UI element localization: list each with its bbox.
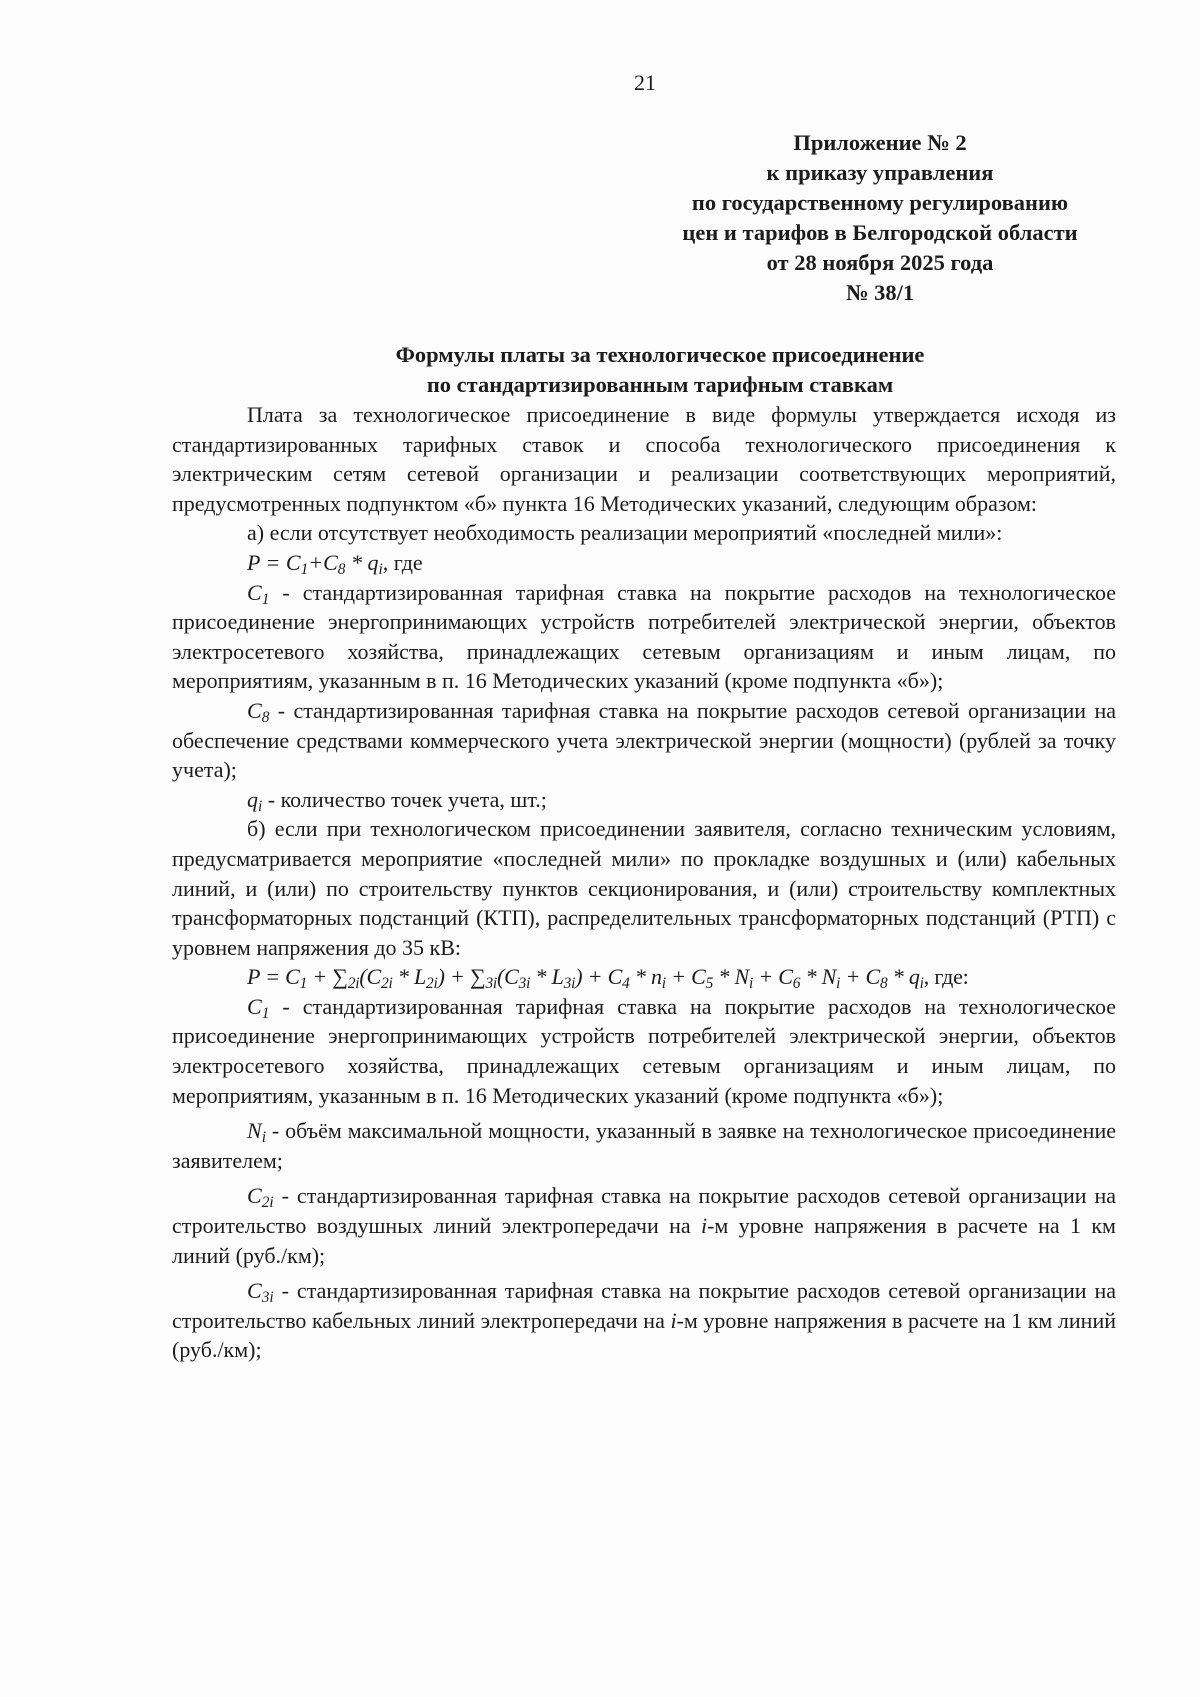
page-number: 21 (634, 70, 656, 95)
appendix-line-order: к приказу управления (766, 160, 994, 185)
ni-definition: $N_i$ - объём максимальной мощности, указанный в заявке на технологическое присоединение заявителем; (172, 1118, 1116, 1173)
intro-paragraph: Плата за технологическое присоединение в виде формулы утверждается исходя из стандартизированных тарифных ставок и способа технологического присоединения к электрическим сетям сетевой организации и реализации соответствующих мероприятий, предусмотренных подпунктом «б» пункта 16 Методических указаний, следующим образом: (172, 402, 1116, 516)
formula-b: $P = C_1 + \sum_{2i}(C_{2i} * L_{2i}) + \sum_{3i}(C_{3i} * L_{3i}) + C_4 * n_i + C_5 * N_i + C_6 * N_i + C_8 * q_i$, где: (247, 964, 969, 993)
case-a-paragraph: а) если отсутствует необходимость реализации мероприятий «последней мили»: (247, 520, 1003, 546)
c1-definition-b: $C_1$ - стандартизированная тарифная ставка на покрытие расходов на технологическое присоединение энергопринимающих устройств потребителей электрической энергии, объектов электросетевого хозяйства, принадлежащих сетевым организациям и иным лицам, по мероприятиям, указанным в п. 16 Методических указаний (кроме подпункта «б»); (172, 993, 1116, 1108)
document-body (172, 400, 1116, 1365)
appendix-header (620, 128, 1140, 308)
appendix-line-region: цен и тарифов в Белгородской области (682, 220, 1078, 245)
formula-a: $P = C_1+C_8 * q_i$, где (247, 549, 423, 578)
document-title-line-2: по стандартизированным тарифным ставкам (426, 372, 894, 397)
appendix-line-regulation: по государственному регулированию (691, 190, 1069, 215)
qi-definition: $q_i$ - количество точек учета, шт.; (247, 786, 547, 815)
appendix-line-number: Приложение № 2 (793, 130, 967, 155)
appendix-line-order-number: № 38/1 (845, 280, 915, 305)
c8-definition: $C_8$ - стандартизированная тарифная ставка на покрытие расходов сетевой организации на обеспечение средствами коммерческого учета электрической энергии (мощности) (рублей за точку учета); (172, 697, 1116, 783)
document-title (260, 340, 1060, 400)
appendix-line-date: от 28 ноября 2025 года (766, 250, 994, 275)
c1-definition-a: $C_1$ - стандартизированная тарифная ставка на покрытие расходов на технологическое присоединение энергопринимающих устройств потребителей электрической энергии, объектов электросетевого хозяйства, принадлежащих сетевым организациям и иным лицам, по мероприятиям, указанным в п. 16 Методических указаний (кроме подпункта «б»); (172, 579, 1116, 694)
case-b-paragraph: б) если при технологическом присоединении заявителя, согласно техническим условиям, предусматривается мероприятие «последней мили» по прокладке воздушных и (или) кабельных линий, и (или) по строительству пунктов секционирования, и (или) строительству комплектных трансформаторных подстанций (КТП), распределительных трансформаторных подстанций (РТП) с уровнем напряжения до 35 кВ: (172, 816, 1116, 960)
c3i-definition: $C_{3i}$ - стандартизированная тарифная ставка на покрытие расходов сетевой организации на строительство кабельных линий электропередачи на i-м уровне напряжения в расчете на 1 км линий (руб./км); (172, 1278, 1116, 1363)
document-title-line-1: Формулы платы за технологическое присоединение (395, 342, 925, 367)
c2i-definition: $C_{2i}$ - стандартизированная тарифная ставка на покрытие расходов сетевой организации на строительство воздушных линий электропередачи на i-м уровне напряжения в расчете на 1 км линий (руб./км); (172, 1183, 1116, 1268)
